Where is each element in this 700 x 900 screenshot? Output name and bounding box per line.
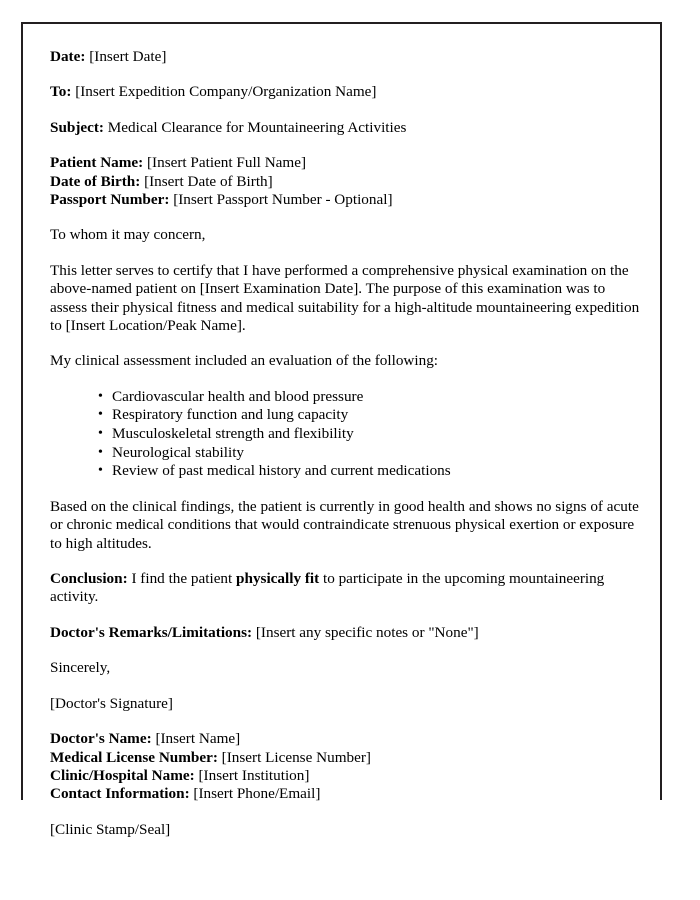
- intro-paragraph: This letter serves to certify that I have performed a comprehensive physical examination on the above-named patient on [Insert Examination Date]. The purpose of this examination was to assess their physical fitness and medical suitability for a high-altitude mountaineering expedition to [Insert Location/Peak Name].: [50, 261, 640, 335]
- doctor-clinic-value: [Insert Institution]: [198, 766, 310, 784]
- date-label: Date:: [50, 48, 86, 65]
- date-row: [50, 48, 642, 66]
- doctor-contact-row: [50, 785, 642, 803]
- findings-paragraph: Based on the clinical findings, the patient is currently in good health and shows no signs of acute or chronic medical conditions that would contraindicate strenuous physical exertion or exposure to high altitudes.: [50, 497, 639, 552]
- doctor-license-row: [50, 749, 642, 767]
- assessment-list: [50, 388, 642, 481]
- doctor-contact-value: [Insert Phone/Email]: [193, 785, 321, 803]
- list-item: • Respiratory function and lung capacity: [112, 406, 642, 425]
- recipient-row: [50, 83, 642, 101]
- list-item: • Musculoskeletal strength and flexibility: [112, 425, 642, 444]
- patient-passport-label: Passport Number:: [50, 191, 170, 209]
- remarks-label: Doctor's Remarks/Limitations:: [50, 623, 253, 641]
- subject-row: [50, 119, 642, 137]
- patient-dob-label: Date of Birth:: [50, 172, 141, 190]
- patient-dob-value: [Insert Date of Birth]: [144, 172, 273, 190]
- remarks-row: [50, 624, 642, 642]
- list-item: • Review of past medical history and current medications: [112, 462, 642, 481]
- doctor-name-value: [Insert Name]: [155, 730, 241, 748]
- doctor-license-label: Medical License Number:: [50, 748, 218, 766]
- patient-passport-row: [50, 191, 642, 209]
- patient-name-label: Patient Name:: [50, 154, 144, 172]
- patient-name-value: [Insert Patient Full Name]: [147, 154, 307, 172]
- list-item: • Neurological stability: [112, 444, 642, 463]
- salutation: To whom it may concern,: [50, 226, 206, 244]
- conclusion-paragraph: [50, 570, 642, 607]
- subject-value: Medical Clearance for Mountaineering Activities: [107, 118, 407, 136]
- conclusion-emphasis: physically fit: [236, 570, 320, 588]
- stamp-placeholder: [Clinic Stamp/Seal]: [50, 820, 171, 838]
- recipient-line: [50, 83, 642, 101]
- to-value: [Insert Expedition Company/Organization Name]: [75, 83, 377, 101]
- patient-details-block: [50, 154, 642, 209]
- doctor-clinic-label: Clinic/Hospital Name:: [50, 766, 195, 784]
- doctor-credentials-block: [50, 730, 642, 804]
- doctor-contact-label: Contact Information:: [50, 785, 190, 803]
- date-value: [Insert Date]: [89, 48, 167, 65]
- list-item: • Cardiovascular health and blood pressure: [112, 388, 642, 407]
- letter-page: [21, 22, 662, 838]
- doctor-license-value: [Insert License Number]: [221, 748, 371, 766]
- patient-dob-row: [50, 173, 642, 191]
- letter-body: [23, 24, 660, 838]
- doctor-name-row: [50, 730, 642, 748]
- doctor-name-label: Doctor's Name:: [50, 730, 152, 748]
- conclusion-text-after: to participate in the upcoming mountaineering activity.: [50, 570, 605, 606]
- signature-placeholder: [Doctor's Signature]: [50, 694, 173, 712]
- assessment-intro: My clinical assessment included an evaluation of the following:: [50, 352, 439, 370]
- doctor-clinic-row: [50, 767, 642, 785]
- conclusion-text-before: I find the patient: [127, 570, 237, 588]
- patient-passport-value: [Insert Passport Number - Optional]: [173, 191, 393, 209]
- remarks-value: [Insert any specific notes or "None"]: [255, 623, 479, 641]
- sign-off: Sincerely,: [50, 659, 111, 677]
- to-label: To:: [50, 83, 72, 101]
- conclusion-label: Conclusion:: [50, 570, 128, 588]
- date-line: [50, 48, 642, 66]
- subject-label: Subject:: [50, 118, 104, 136]
- subject-line: [50, 119, 642, 137]
- patient-name-row: [50, 154, 642, 172]
